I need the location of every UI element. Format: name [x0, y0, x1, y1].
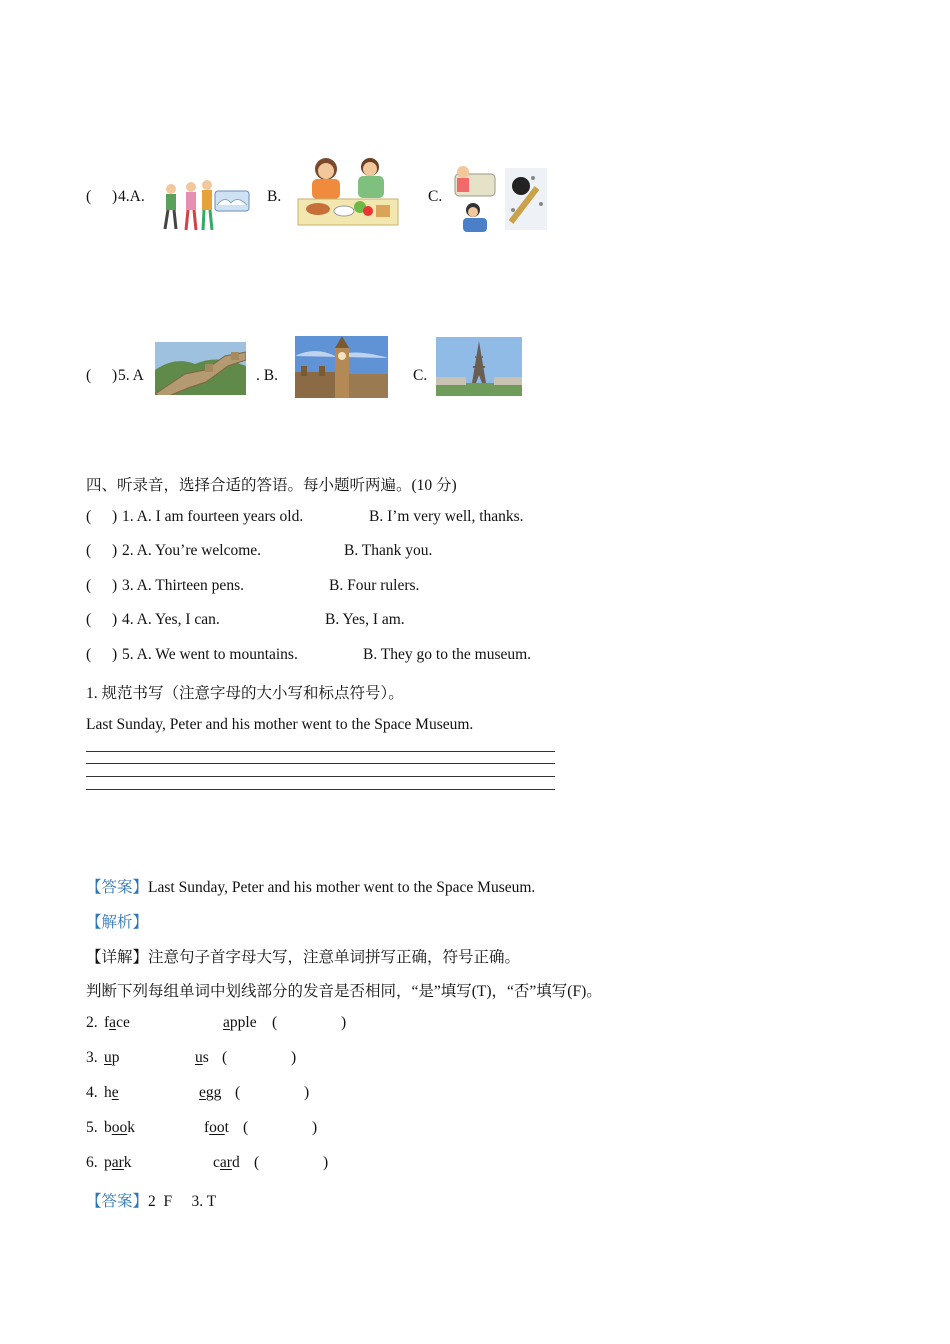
judge-paren-open: ( — [254, 1154, 260, 1171]
judge-word-1: up — [104, 1049, 120, 1066]
judge-number: 5. — [86, 1119, 98, 1136]
option-a: 2. A. You’re welcome. — [122, 542, 262, 559]
option-a: 3. A. Thirteen pens. — [122, 577, 244, 594]
writing-line — [86, 751, 555, 752]
q5-paren-close: ) — [112, 367, 118, 384]
answer-1 — [86, 875, 535, 897]
writing-line — [86, 789, 555, 790]
judge-paren-open: ( — [272, 1014, 278, 1031]
option-a: 5. A. We went to mountains. — [122, 646, 298, 663]
option-b: B. They go to the museum. — [363, 646, 532, 663]
judge-number: 2. — [86, 1014, 98, 1031]
q5-number: 5. A — [118, 367, 144, 384]
option-b: B. Four rulers. — [329, 577, 420, 594]
answer-text: 2 F 3. T — [148, 1193, 217, 1210]
answer-paren-open: ( — [86, 577, 92, 594]
answer-label: 【答案】 — [86, 1193, 149, 1210]
writing-task-title: 1. 规范书写（注意字母的大小写和标点符号）。 — [86, 685, 404, 702]
judge-word-2: apple — [223, 1014, 257, 1031]
answer-text: Last Sunday, Peter and his mother went to the Space Museum. — [148, 879, 536, 896]
writing-task-sentence: Last Sunday, Peter and his mother went to the Space Museum. — [86, 716, 474, 733]
answer-paren-open: ( — [86, 646, 92, 663]
judge-word-2: card — [213, 1154, 240, 1171]
q4-option-b-image — [296, 155, 400, 227]
judge-paren-open: ( — [222, 1049, 228, 1066]
judge-paren-open: ( — [243, 1119, 249, 1136]
q5-option-c-label: C. — [413, 367, 428, 384]
judge-paren-close: ) — [304, 1084, 310, 1101]
option-a: 1. A. I am fourteen years old. — [122, 508, 304, 525]
analysis-label-text: 【解析】 — [86, 914, 149, 931]
writing-line — [86, 763, 555, 764]
answer-2 — [86, 1189, 216, 1211]
answer-paren-close: ) — [112, 542, 118, 559]
q4-option-c-image — [451, 164, 549, 234]
judge-paren-close: ) — [312, 1119, 318, 1136]
judge-word-2: us — [195, 1049, 209, 1066]
writing-line — [86, 776, 555, 777]
q5-paren: ( — [86, 367, 92, 384]
q4-option-c-label: C. — [428, 188, 443, 205]
q4-number: 4.A. — [118, 188, 145, 205]
judge-word-2: foot — [204, 1119, 229, 1136]
judge-paren-close: ) — [323, 1154, 329, 1171]
judge-paren-close: ) — [341, 1014, 347, 1031]
judge-word-1: he — [104, 1084, 119, 1101]
answer-paren-open: ( — [86, 508, 92, 525]
answer-paren-close: ) — [112, 646, 118, 663]
option-b: B. Thank you. — [344, 542, 433, 559]
section-4-title: 四、听录音，选择合适的答语。每小题听两遍。(10 分) — [86, 477, 457, 494]
judge-paren-open: ( — [235, 1084, 241, 1101]
q4-option-a-image — [155, 175, 251, 233]
q5-option-a-great-wall-image — [155, 342, 246, 395]
answer-paren-close: ) — [112, 508, 118, 525]
judge-number: 6. — [86, 1154, 98, 1171]
q4-paren-close: ) — [112, 188, 118, 205]
option-b: B. I’m very well, thanks. — [369, 508, 524, 525]
option-b: B. Yes, I am. — [325, 611, 405, 628]
judge-paren-close: ) — [291, 1049, 297, 1066]
answer-paren-close: ) — [112, 611, 118, 628]
answer-paren-close: ) — [112, 577, 118, 594]
q5-option-b-big-ben-image — [295, 336, 388, 398]
judge-title: 判断下列每组单词中划线部分的发音是否相同，“是”填写(T)，“否”填写(F)。 — [86, 983, 602, 1000]
judge-number: 3. — [86, 1049, 98, 1066]
option-a: 4. A. Yes, I can. — [122, 611, 220, 628]
judge-word-1: face — [104, 1014, 130, 1031]
answer-paren-open: ( — [86, 542, 92, 559]
judge-word-2: egg — [199, 1084, 222, 1101]
q5-option-b-label: . B. — [256, 367, 278, 384]
q4-paren: ( — [86, 188, 92, 205]
answer-label: 【答案】 — [86, 879, 149, 896]
analysis-label — [86, 910, 148, 932]
q5-option-c-eiffel-tower-image — [436, 337, 522, 396]
answer-paren-open: ( — [86, 611, 92, 628]
judge-word-1: park — [104, 1154, 132, 1171]
judge-number: 4. — [86, 1084, 98, 1101]
detail-text: 【详解】注意句子首字母大写，注意单词拼写正确，符号正确。 — [86, 949, 521, 966]
judge-word-1: book — [104, 1119, 135, 1136]
q4-option-b-label: B. — [267, 188, 282, 205]
